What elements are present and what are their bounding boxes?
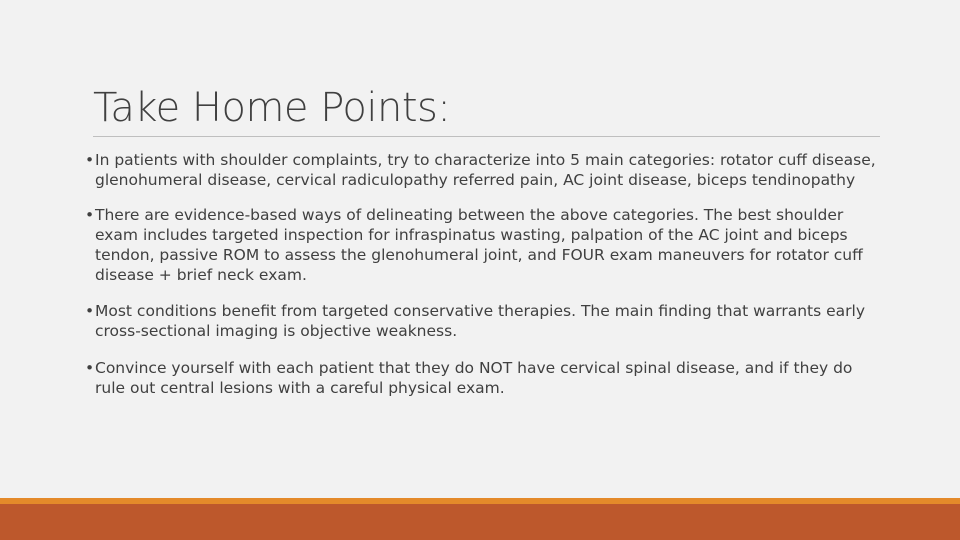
bullet-item: [80, 358, 885, 398]
bullet-item: [80, 150, 885, 190]
bullet-text: Convince yourself with each patient that they do NOT have cervical spinal disease, and if they do rule out central lesions with a careful physical exam.: [95, 359, 853, 397]
bullet-list: [80, 150, 885, 415]
slide-title: Take Home Points:: [93, 85, 451, 131]
bullet-item: [80, 205, 885, 285]
bullet-item: [80, 301, 885, 341]
bullet-text: Most conditions benefit from targeted conservative therapies. The main finding that warrants early cross-sectional imaging is objective weakness.: [95, 302, 866, 340]
bullet-marker: •: [85, 359, 95, 377]
bullet-text: In patients with shoulder complaints, try to characterize into 5 main categories: rotator cuff disease, glenohumeral disease, cervical radiculopathy referred pain, AC joint disease, biceps tendinopathy: [95, 151, 876, 189]
footer-bar: [0, 504, 960, 540]
title-divider: [93, 136, 880, 137]
bullet-marker: •: [85, 151, 95, 169]
bullet-marker: •: [85, 206, 95, 224]
bullet-text: There are evidence-based ways of delineating between the above categories. The best shoulder exam includes targeted inspection for infraspinatus wasting, palpation of the AC joint and biceps tendon, passive ROM to assess the glenohumeral joint, and FOUR exam maneuvers for rotator cuff disease + brief neck exam.: [95, 206, 863, 284]
bullet-marker: •: [85, 302, 95, 320]
